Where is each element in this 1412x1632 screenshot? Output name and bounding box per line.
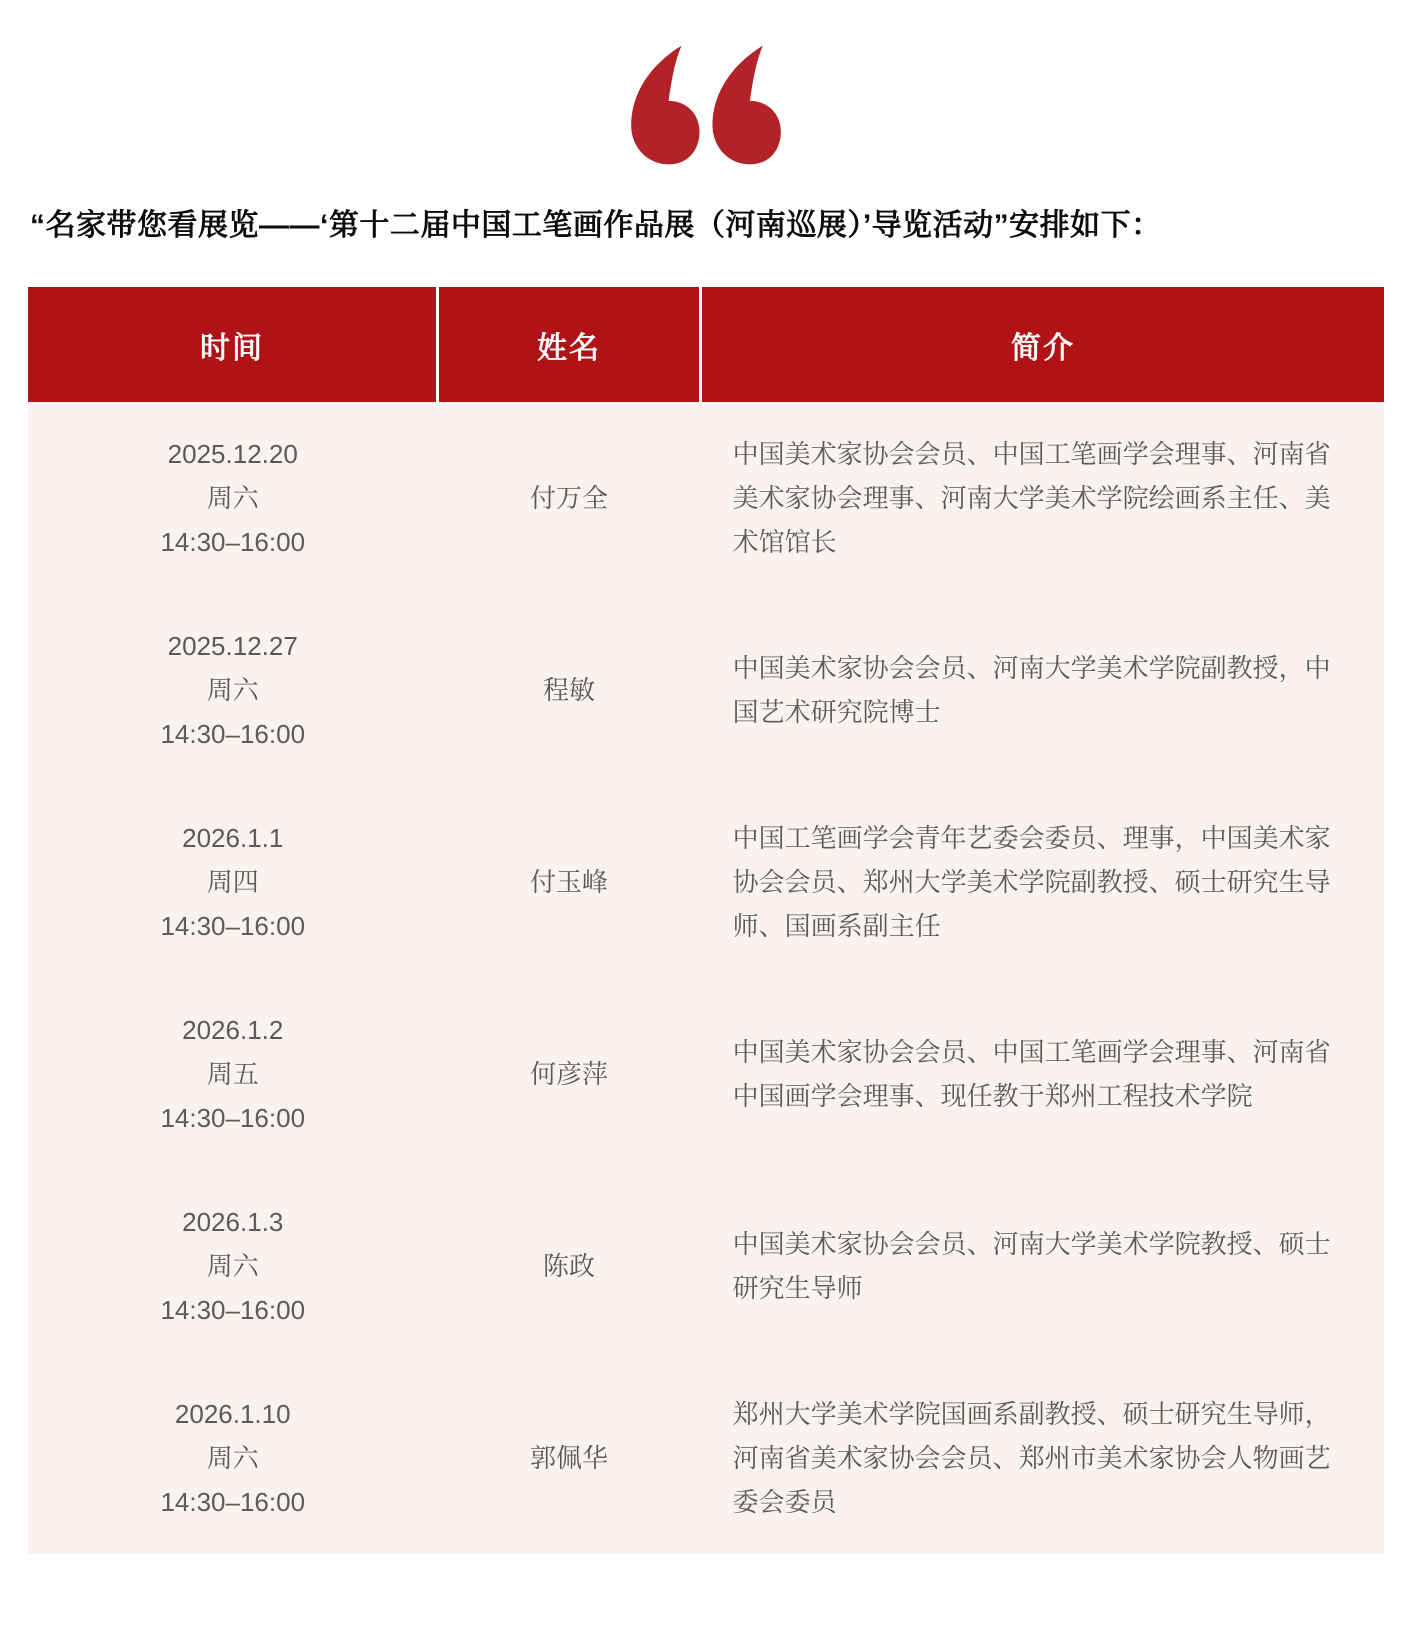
session-date: 2026.1.2 [182,1015,284,1045]
schedule-table [28,287,1384,1554]
session-time: 14:30–16:00 [160,719,306,749]
session-weekday: 周四 [206,867,259,897]
name-cell: 程敏 [543,675,596,705]
time-cell [28,594,438,786]
session-weekday: 周六 [206,1251,259,1281]
session-weekday: 周六 [206,1443,259,1473]
session-weekday: 周六 [206,483,259,513]
session-date: 2026.1.3 [182,1207,284,1237]
table-row [28,594,1384,786]
session-date: 2026.1.10 [174,1399,291,1429]
bio-cell: 中国美术家协会会员、河南大学美术学院副教授，中国艺术研究院博士 [732,653,1331,727]
schedule-table-container [28,287,1384,1554]
bio-cell: 中国工笔画学会青年艺委会委员、理事，中国美术家协会会员、郑州大学美术学院副教授、硕士研究生导师、国画系副主任 [732,823,1331,941]
session-weekday: 周五 [206,1059,259,1089]
time-cell [28,1170,438,1362]
time-cell [28,1362,438,1554]
column-header-name: 姓名 [438,287,701,402]
name-cell: 付万全 [530,483,609,513]
table-row [28,978,1384,1170]
session-time: 14:30–16:00 [160,1295,306,1325]
bio-cell: 郑州大学美术学院国画系副教授、硕士研究生导师，河南省美术家协会会员、郑州市美术家协会人物画艺委会委员 [732,1399,1331,1517]
name-cell: 何彦萍 [530,1059,609,1089]
time-cell [28,978,438,1170]
table-row [28,1362,1384,1554]
table-row [28,402,1384,594]
time-cell [28,402,438,594]
session-date: 2026.1.1 [182,823,284,853]
column-header-bio: 简介 [701,287,1384,402]
session-weekday: 周六 [206,675,259,705]
session-time: 14:30–16:00 [160,1487,306,1517]
column-header-time: 时间 [28,287,438,402]
bio-cell: 中国美术家协会会员、中国工笔画学会理事、河南省中国画学会理事、现任教于郑州工程技术学院 [732,1037,1331,1111]
opening-double-quote-icon [631,44,781,166]
name-cell: 陈政 [543,1251,596,1281]
session-time: 14:30–16:00 [160,1103,306,1133]
table-row [28,1170,1384,1362]
page-title: “名家带您看展览——‘第十二届中国工笔画作品展（河南巡展）’导览活动”安排如下： [30,209,1162,242]
session-time: 14:30–16:00 [160,911,306,941]
name-cell: 付玉峰 [530,867,609,897]
table-header-row [28,287,1384,402]
session-time: 14:30–16:00 [160,527,306,557]
time-cell [28,786,438,978]
session-date: 2025.12.27 [167,631,298,661]
table-row [28,786,1384,978]
name-cell: 郭佩华 [530,1443,609,1473]
bio-cell: 中国美术家协会会员、河南大学美术学院教授、硕士研究生导师 [732,1229,1331,1303]
session-date: 2025.12.20 [167,439,298,469]
bio-cell: 中国美术家协会会员、中国工笔画学会理事、河南省美术家协会理事、河南大学美术学院绘画系主任、美术馆馆长 [732,439,1331,557]
